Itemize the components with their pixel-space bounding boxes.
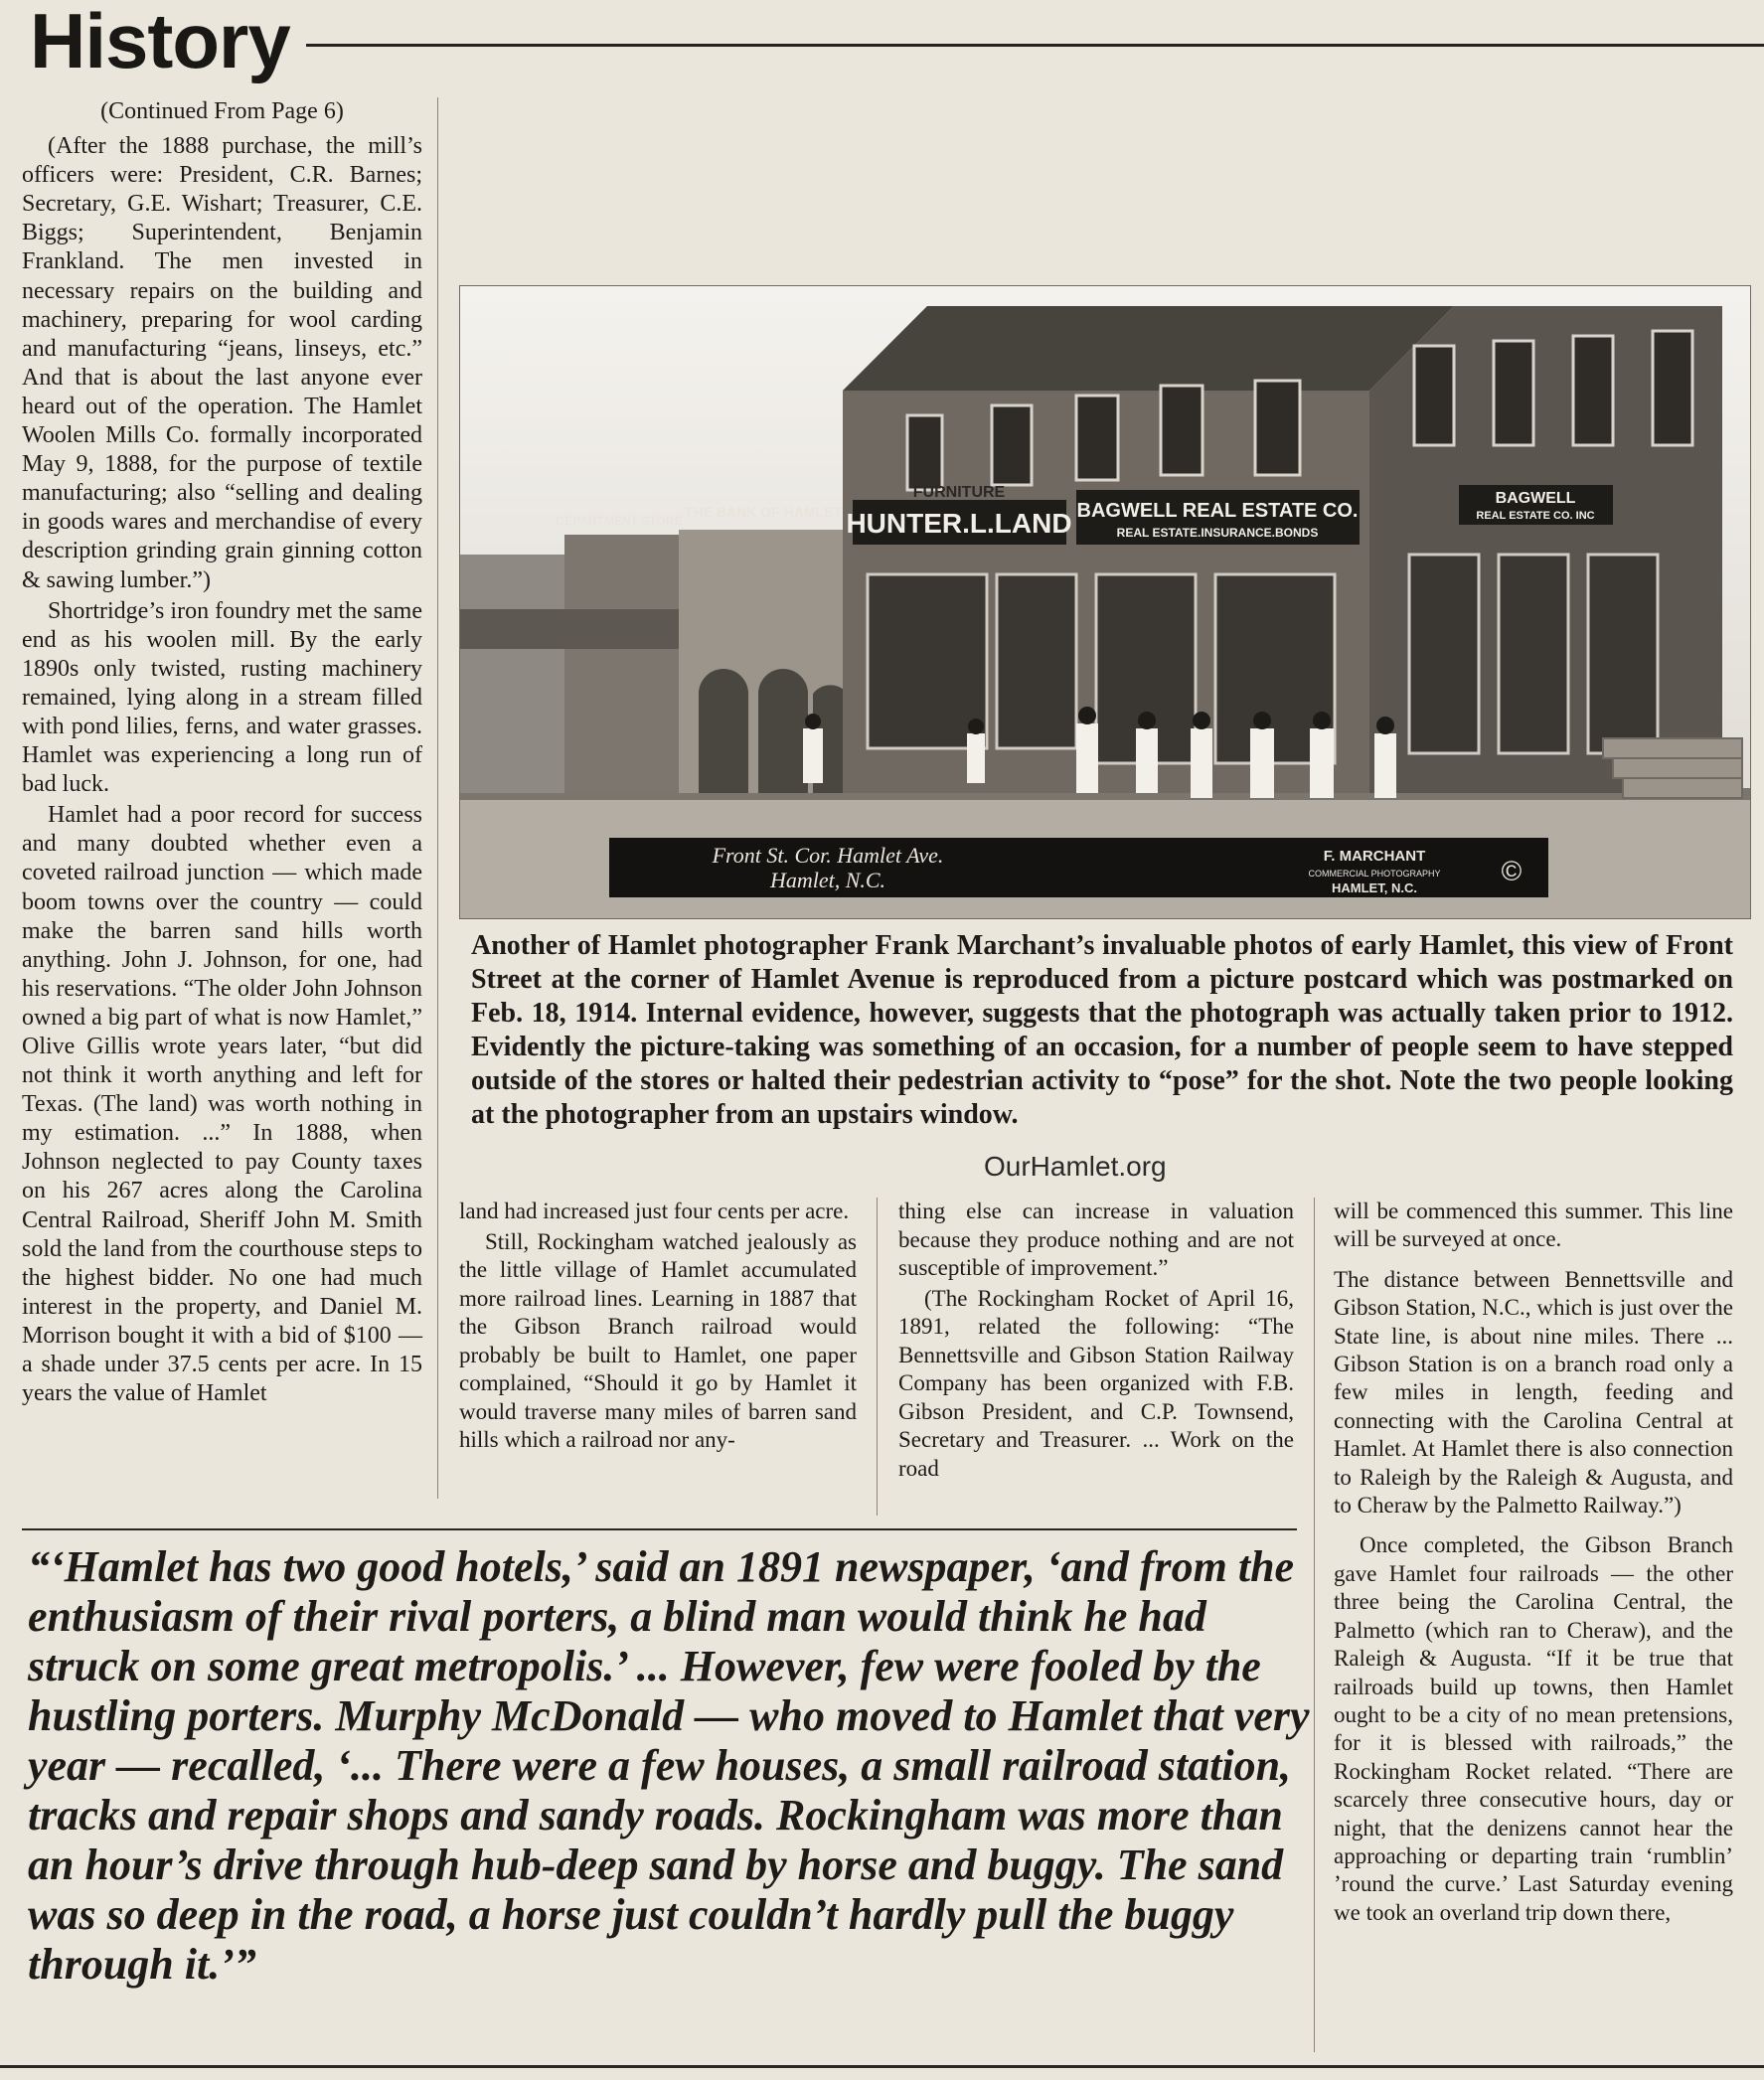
column-3: [898, 1198, 1294, 1483]
column-4-paragraph: Once completed, the Gibson Branch gave Hamlet four railroads — the other three being the Carolina Central, the Palmetto (which ran to Cheraw), and the Raleigh & Augusta. “If it be true that railroads build up towns, then Hamlet ought to be a city of no mean pretensions, for it is blessed with railroads,” the Rockingham Rocket related. “There are scarcely three consecutive hours, day or night, that the denizens cannot hear the approaching or departing train ‘rumblin’ ’round the curve.’ Last Saturday evening we took an overland trip down there,: [1334, 1532, 1733, 1925]
column-divider: [1314, 1198, 1315, 2052]
sign-bagwell: BAGWELL REAL ESTATE CO.: [1076, 500, 1359, 522]
column-1: [22, 97, 422, 1408]
column-divider: [437, 97, 438, 1499]
pullquote: “‘Hamlet has two good hotels,’ said an 1891 newspaper, ‘and from the enthusiasm of their rival porters, a blind man would think he had struck on some great metropolis.’ ... However, few were fooled by the hustling porters. Murphy McDonald — who moved to Hamlet that very year — recalled, ‘... There were a few houses, a small railroad station, tracks and repair shops and sandy roads. Rockingham was more than an hour’s drive through hub-deep sand by horse and buggy. The sand was so deep in the road, a horse just couldn’t hardly pull the buggy through it.’”: [28, 1542, 1310, 1989]
sign-furniture: FURNITURE: [912, 484, 1006, 501]
column-4-paragraph: will be commenced this summer. This line will be surveyed at once.: [1334, 1199, 1733, 1252]
sign-bagwell-side: BAGWELL: [1495, 490, 1576, 507]
column-4-paragraph: The distance between Bennettsville and Gibson Station, N.C., which is just over the State line, is about nine miles. There ... Gibson Station is on a branch road only a few miles in length, feeding and connecting with the Carolina Central at Hamlet. At Hamlet there is also connection to Raleigh by the Raleigh & Augusta, and to Cheraw by the Palmetto Railway.”): [1334, 1266, 1733, 1519]
header-rule: [306, 44, 1764, 47]
column-4: [1334, 1198, 1733, 1927]
sign-dept-store: DEPARTMENT STORE: [556, 514, 683, 528]
column-3-paragraph: thing else can increase in valuation because they produce nothing and are not susceptible of improvement.”: [898, 1199, 1294, 1280]
column-2: [459, 1198, 857, 1455]
column-1-paragraph: Shortridge’s iron foundry met the same end as his woolen mill. By the early 1890s only twisted, rusting machinery remained, lying along in a stream filled with pond lilies, ferns, and water grasses. Hamlet was experiencing a long run of bad luck.: [22, 597, 422, 798]
watermark: OurHamlet.org: [984, 1151, 1167, 1182]
plate-photographer: F. MARCHANT: [1323, 848, 1426, 865]
sign-bagwell-side-sub: REAL ESTATE CO. INC: [1476, 510, 1595, 522]
continued-note: (Continued From Page 6): [100, 98, 344, 124]
column-2-paragraph: land had increased just four cents per acre.: [459, 1199, 850, 1223]
photo-illustration: [460, 286, 1750, 918]
plate-studio: COMMERCIAL PHOTOGRAPHY: [1308, 869, 1441, 879]
column-divider: [877, 1198, 878, 1516]
page-title: History: [30, 0, 290, 84]
bottom-rule: [0, 2065, 1764, 2068]
street-photograph: [459, 285, 1751, 919]
plate-city: Hamlet, N.C.: [769, 868, 886, 892]
photo-caption: Another of Hamlet photographer Frank Marchant’s invaluable photos of early Hamlet, this view of Front Street at the corner of Hamlet Avenue is reproduced from a picture postcard which was postmarked on Feb. 18, 1914. Internal evidence, however, suggests that the photograph was actually taken prior to 1912. Evidently the picture-taking was something of an occasion, for a number of people seem to have stepped outside of the stores or halted their pedestrian activity to “pose” for the shot. Note the two people looking at the photographer from an upstairs window.: [471, 930, 1733, 1130]
column-1-paragraph: Hamlet had a poor record for success and many doubted whether even a coveted railroad junction — which made boom towns over the country — could make the barren sand hills worth anything. John J. Johnson, for one, had his reservations. “The older John Johnson owned a big part of what is now Hamlet,” Olive Gillis wrote years later, “but did not think it worth anything and left for Texas. (The land) was worth nothing in my estimation. ...” In 1888, when Johnson neglected to pay County taxes on his 267 acres along the Carolina Central Railroad, Sheriff John M. Smith sold the land from the courthouse steps to the highest bidder. No one had much interest in the property, and Daniel M. Morrison bought it with a bid of $100 — a shade under 37.5 cents per acre. In 15 years the value of Hamlet: [22, 802, 422, 1407]
sign-bagwell-sub: REAL ESTATE.INSURANCE.BONDS: [1116, 526, 1319, 540]
sign-hunter-land: HUNTER.L.LAND: [846, 508, 1072, 539]
plate-town: HAMLET, N.C.: [1332, 880, 1417, 895]
copyright-icon: ©: [1501, 856, 1523, 886]
column-1-paragraph: (After the 1888 purchase, the mill’s officers were: President, C.R. Barnes; Secretary, G.E. Wishart; Treasurer, C.E. Biggs; Superintendent, Benjamin Frankland. The men invested in necessary repairs on the building and machinery, preparing for wool carding and manufacturing “jeans, linseys, etc.” And that is about the last anyone ever heard out of the operation. The Hamlet Woolen Mills Co. formally incorporated May 9, 1888, for the purpose of textile manufacturing; also “selling and dealing in goods wares and merchandise of every description grinding grain ginning cotton & sawing lumber.”): [22, 133, 422, 593]
column-3-paragraph: (The Rockingham Rocket of April 16, 1891, related the following: “The Bennettsville and Gibson Station Railway Company has been organized with F.B. Gibson President, and C.P. Townsend, Secretary and Treasurer. ... Work on the road: [898, 1285, 1294, 1481]
sign-bank: THE BANK OF HAMLET: [685, 504, 842, 520]
plate-location: Front St. Cor. Hamlet Ave.: [712, 843, 944, 868]
pullquote-rule: [22, 1528, 1297, 1530]
column-2-paragraph: Still, Rockingham watched jealously as the little village of Hamlet accumulated more railroad lines. Learning in 1887 that the Gibson Branch railroad would probably be built to Hamlet, one paper complained, “Should it go by Hamlet it would traverse many miles of barren sand hills which a railroad nor any-: [459, 1228, 857, 1452]
